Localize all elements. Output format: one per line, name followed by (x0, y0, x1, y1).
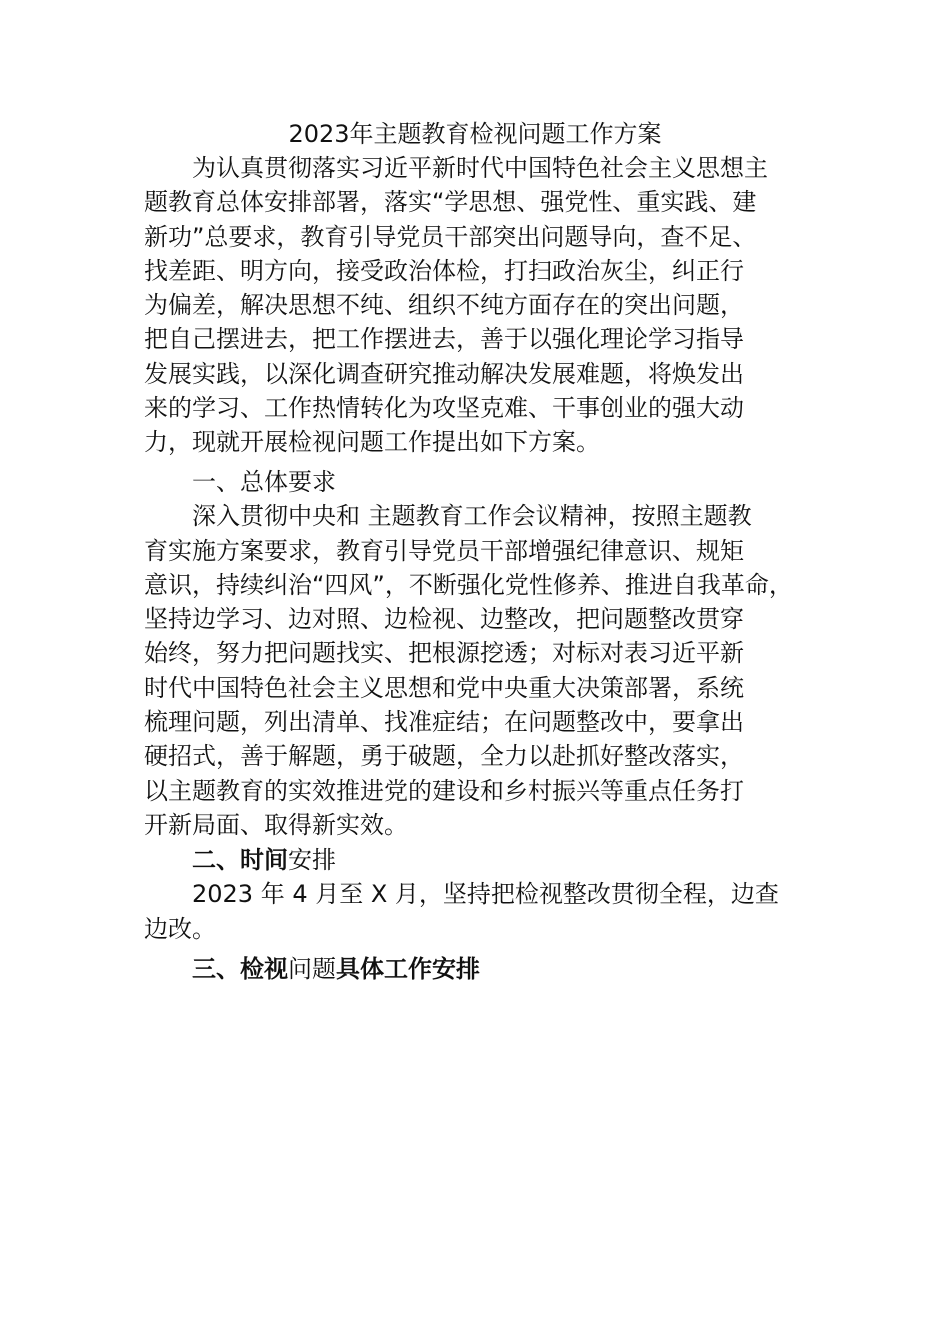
intro-line: 力，现就开展检视问题工作提出如下方案。 (144, 428, 600, 457)
section-line: 深入贯彻中央和 主题教育工作会议精神，按照主题教 (192, 502, 752, 531)
section-general-requirements (144, 465, 834, 842)
intro-line: 新功”总要求，教育引导党员干部突出问题导向，查不足、 (144, 222, 757, 251)
intro-line: 为偏差，解决思想不纯、组织不纯方面存在的突出问题， (144, 291, 744, 320)
section-line: 始终，努力把问题找实、把根源挖透；对标对表习近平新 (144, 639, 744, 668)
section-line: 时代中国特色社会主义思想和党中央重大决策部署，系统 (144, 673, 744, 702)
section-line: 以主题教育的实效推进党的建设和乡村振兴等重点任务打 (144, 776, 744, 805)
intro-line: 为认真贯彻落实习近平新时代中国特色社会主义思想主 (192, 154, 768, 182)
section-specific-arrangements (144, 952, 834, 986)
section-line: 硬招式，善于解题，勇于破题，全力以赴抓好整改落实， (144, 742, 744, 771)
intro-line: 发展实践，以深化调查研究推动解决发展难题，将焕发出 (144, 359, 744, 388)
section-heading-schedule (144, 843, 834, 877)
heading-bold-part: 具体工作安排 (336, 955, 480, 983)
section-schedule (144, 843, 834, 946)
intro-line: 把自己摆进去，把工作摆进去，善于以强化理论学习指导 (144, 325, 744, 354)
section-line: 育实施方案要求，教育引导党员干部增强纪律意识、规矩 (144, 536, 744, 565)
intro-paragraph (144, 151, 834, 460)
section-line: 边改。 (144, 914, 216, 943)
section-heading-arrangements (144, 952, 834, 986)
heading-normal-part: 问题 (288, 955, 336, 983)
intro-line: 来的学习、工作热情转化为攻坚克难、干事创业的强大动 (144, 394, 744, 423)
document-title: 2023年主题教育检视问题工作方案 (288, 120, 662, 148)
section-line: 2023 年 4 月至 X 月，坚持把检视整改贯彻全程，边查 (192, 880, 779, 909)
heading-bold-part: 三、检视 (192, 955, 288, 983)
heading-normal-part: 安排 (288, 846, 336, 874)
section-line: 开新局面、取得新实效。 (144, 810, 408, 839)
section-line: 坚持边学习、边对照、边检视、边整改，把问题整改贯穿 (144, 605, 744, 634)
intro-line: 找差距、明方向，接受政治体检，打扫政治灰尘，纠正行 (144, 256, 744, 285)
section-heading-general: 一、总体要求 (192, 468, 336, 496)
intro-line: 题教育总体安排部署，落实“学思想、强党性、重实践、建 (144, 188, 757, 217)
heading-bold-part: 二、时间 (192, 846, 288, 874)
section-line: 意识，持续纠治“四风”，不断强化党性修养、推进自我革命， (144, 570, 793, 599)
section-line: 梳理问题，列出清单、找准症结；在问题整改中，要拿出 (144, 708, 744, 737)
